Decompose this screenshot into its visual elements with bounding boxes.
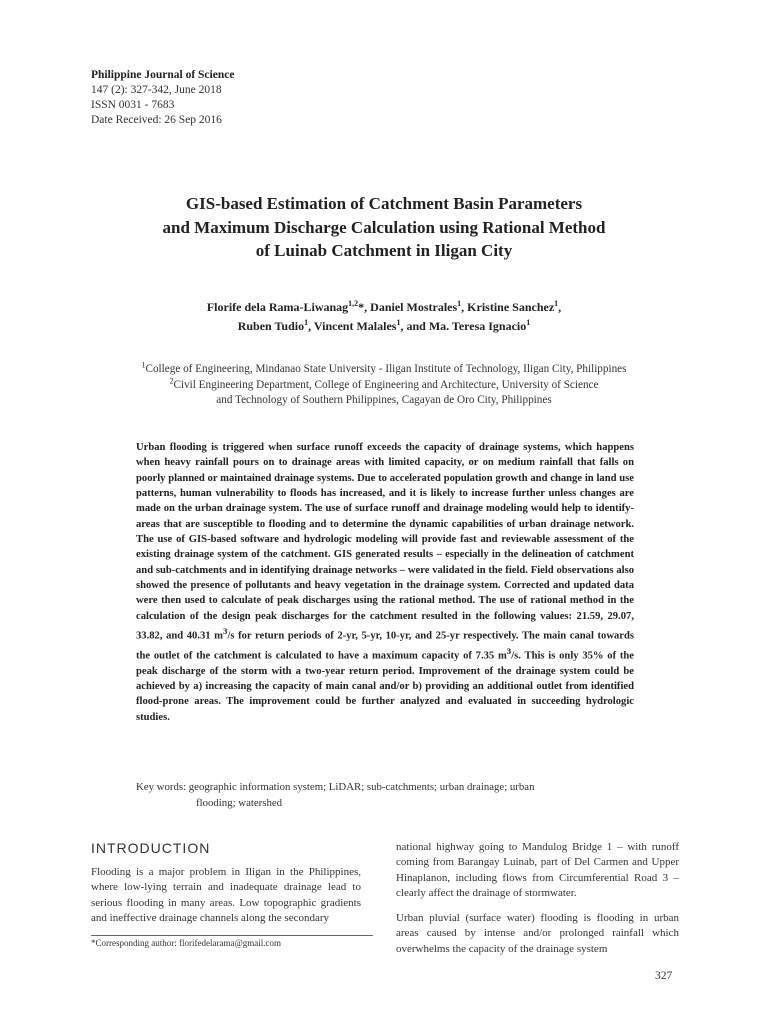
page-number: 327 [655,970,673,982]
title-line: of Luinab Catchment in Iligan City [255,241,513,260]
affil-text: Civil Engineering Department, College of Engineering and Architecture, University of Science [173,378,599,391]
footnote-divider [91,935,373,936]
author-name: Ma. Teresa Ignacio [428,319,527,333]
paper-title [84,192,684,263]
affil-text: College of Engineering, Mindanao State University - Iligan Institute of Technology, Iligan City, Philippines [145,363,627,375]
title-line: GIS-based Estimation of Catchment Basin Parameters [185,194,583,213]
author-separator: , [558,300,562,314]
author-name: Vincent Malales [313,319,397,333]
author-line [84,298,684,317]
author-affil-mark: 1 [457,299,462,308]
author-separator: , [308,319,314,333]
author-affil-mark: 1 [554,299,559,308]
abstract-superscript: 3 [223,625,228,636]
affil-number: 2 [169,375,174,385]
author-affil-mark: 1,2 [348,299,359,308]
author-name: Daniel Mostrales [370,300,458,314]
left-column [91,865,361,926]
paragraph: Flooding is a major problem in Iligan in the Philippines, where low-lying terrain and inadequate drainage lead to serious flooding in many areas. Low topographic gradients and ineffective drainage channels along the secondary [91,866,361,924]
paragraph: national highway going to Mandulog Bridge 1 – with runoff coming from Barangay Luinab, part of Del Carmen and Upper Hinaplanon, including flows from Circumferential Road 3 – clearly affect the drainage of stormwater. [396,841,679,899]
abstract-text: /s for return periods of 2-yr, 5-yr, 10-yr, and 25-yr respectively. The main canal towards the outlet of the catchment is calculated to have a maximum capacity of 7.35 m [136,630,634,662]
abstract [136,440,634,725]
author-name: Ruben Tudio [237,319,305,333]
abstract-superscript: 3 [506,645,512,656]
title-line: and Maximum Discharge Calculation using Rational Method [162,217,606,237]
author-name: Kristine Sanchez [467,300,555,314]
abstract-text: /s. This is only 35% of the peak discharge of the storm with a two-year return period. Improvement of the drainage system could be achieved by a) increasing the capacity of main canal and/or b) providing an additional outlet from identified flood-prone areas. The improvement could be further analyzed and evaluated in succeeding hydrologic studies. [136,650,634,723]
keywords [136,780,634,811]
author-affil-mark: 1 [526,318,531,327]
keywords-line: Key words: geographic information system; LiDAR; sub-catchments; urban drainage; urban [136,781,535,793]
journal-issn: ISSN 0031 - 7683 [91,99,175,111]
journal-header [91,68,234,128]
journal-volume: 147 (2): 327-342, June 2018 [91,84,222,96]
author-affil-mark: 1 [396,318,401,327]
section-heading-introduction: INTRODUCTION [91,840,211,856]
affiliations [84,362,684,409]
affil-number: 1 [141,360,146,370]
affiliation-2 [84,375,684,394]
author-name: Florife dela Rama-Liwanag [206,300,349,314]
right-column [396,840,679,967]
date-received: Date Received: 26 Sep 2016 [91,114,222,126]
paragraph: Urban pluvial (surface water) flooding is flooding in urban areas caused by intense and/or prolonged rainfall which overwhelms the capacity of the drainage system [396,912,679,955]
author-separator: , [461,300,468,314]
affiliation-1 [84,362,684,378]
corresponding-author-footnote: *Corresponding author: florifedelarama@gmail.com [91,938,281,948]
author-separator: , and [400,319,429,333]
author-list [84,298,684,336]
affiliation-2-cont: and Technology of Southern Philippines, Cagayan de Oro City, Philippines [216,394,552,407]
author-affil-mark: 1 [304,318,309,327]
author-line [84,317,684,336]
journal-name: Philippine Journal of Science [91,69,235,81]
keywords-line: flooding; watershed [196,796,283,809]
author-separator: *, [358,300,371,314]
abstract-text: Urban flooding is triggered when surface runoff exceeds the capacity of drainage systems, which happens when heavy rainfall pours on to drainage areas with limited capacity, or on medium rainfall that falls on poorly planned or maintained drainage systems. Due to accelerated population growth and change in land use patterns, human vulnerability to floods has increased, and it is likely to increase further unless changes are made on the urban drainage system. The use of surface runoff and drainage modeling would help to identify- areas that are susceptible to flooding and to determine the dynamic capabilities of urban drainage network. The use of GIS-based software and hydrologic modeling will provide fast and reviewable assessment of the existing drainage system of the catchment. GIS generated results – especially in the delineation of catchment and sub-catchments and in identifying drainage networks – were validated in the field. Field observations also showed the presence of pollutants and heavy vegetation in the drainage system. Corrected and updated data were then used to calculate of peak discharges using the rational method. The use of rational method in the calculation of the design peak discharges for the catchment resulted in the following values: 21.59, 29.07, 33.82, and 40.31 m [136,442,634,642]
